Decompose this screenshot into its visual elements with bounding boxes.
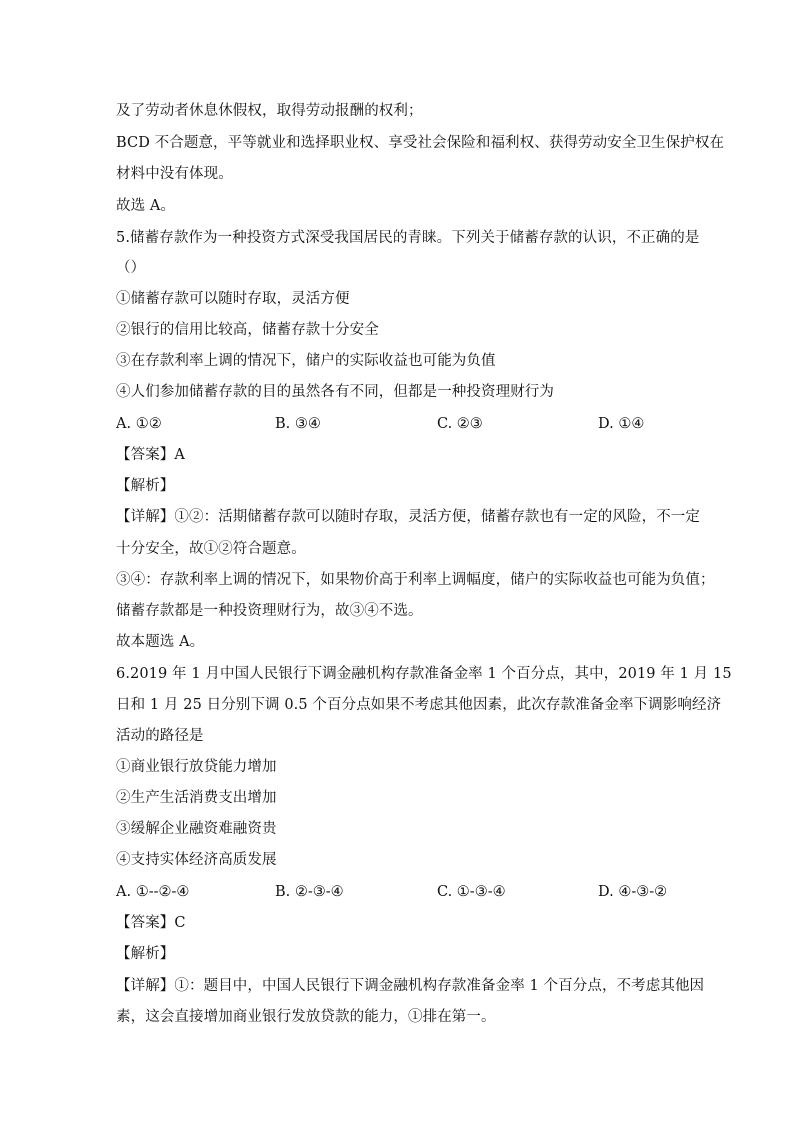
q6-option-b: B. ②-③-④	[275, 884, 344, 900]
q5-option-b: B. ③④	[275, 416, 321, 432]
text-line: BCD 不合题意，平等就业和选择职业权、享受社会保险和福利权、获得劳动安全卫生保护权在	[116, 135, 725, 151]
q5-detail-line: 储蓄存款都是一种投资理财行为，故③④不选。	[116, 603, 423, 619]
q5-detail-line: ③④：存款利率上调的情况下，如果物价高于利率上调幅度，储户的实际收益也可能为负值；	[116, 572, 715, 588]
q6-option-d: D. ④-③-②	[598, 884, 668, 900]
q5-option-d: D. ①④	[598, 416, 645, 432]
q6-statement-4: ④支持实体经济高质发展	[116, 852, 277, 868]
q6-answer: 【答案】C	[116, 915, 186, 931]
q5-detail-line: 十分安全，故①②符合题意。	[116, 541, 306, 557]
q5-conclusion: 故本题选 A。	[116, 634, 205, 650]
text-line: 及了劳动者休息休假权，取得劳动报酬的权利；	[116, 103, 423, 119]
q5-statement-1: ①储蓄存款可以随时存取，灵活方便	[116, 291, 350, 307]
q6-option-a: A. ①--②-④	[116, 884, 190, 900]
q6-statement-1: ①商业银行放贷能力增加	[116, 759, 277, 775]
q5-statement-2: ②银行的信用比较高，储蓄存款十分安全	[116, 322, 379, 338]
text-line: 故选 A。	[116, 198, 176, 214]
q5-option-a: A. ①②	[116, 416, 162, 432]
question-5-blank: （）	[116, 260, 146, 276]
question-5-stem: 5.储蓄存款作为一种投资方式深受我国居民的青睐。下列关于储蓄存款的认识，不正确的是	[116, 230, 700, 246]
q5-statement-3: ③在存款利率上调的情况下，储户的实际收益也可能为负值	[116, 353, 496, 369]
q5-detail-line: 【详解】①②：活期储蓄存款可以随时存取，灵活方便，储蓄存款也有一定的风险，不一定	[116, 509, 700, 525]
q5-analysis-heading: 【解析】	[116, 478, 175, 494]
q6-detail-line: 素，这会直接增加商业银行发放贷款的能力，①排在第一。	[116, 1009, 496, 1025]
q6-detail-line: 【详解】①：题目中，中国人民银行下调金融机构存款准备金率 1 个百分点，不考虑其他因	[116, 978, 705, 994]
question-6-stem: 活动的路径是	[116, 728, 204, 744]
text-line: 材料中没有体现。	[116, 166, 233, 182]
q6-analysis-heading: 【解析】	[116, 946, 175, 962]
question-6-stem: 6.2019 年 1 月中国人民银行下调金融机构存款准备金率 1 个百分点，其中，2019 年 1 月 15	[116, 666, 732, 682]
q6-option-c: C. ①-③-④	[437, 884, 506, 900]
q5-option-c: C. ②③	[437, 416, 483, 432]
q6-statement-2: ②生产生活消费支出增加	[116, 790, 277, 806]
q6-statement-3: ③缓解企业融资难融资贵	[116, 821, 277, 837]
q5-answer: 【答案】A	[116, 447, 185, 463]
question-6-stem: 日和 1 月 25 日分别下调 0.5 个百分点如果不考虑其他因素，此次存款准备金率下调影响经济	[116, 697, 722, 713]
q5-statement-4: ④人们参加储蓄存款的目的虽然各有不同，但都是一种投资理财行为	[116, 384, 554, 400]
